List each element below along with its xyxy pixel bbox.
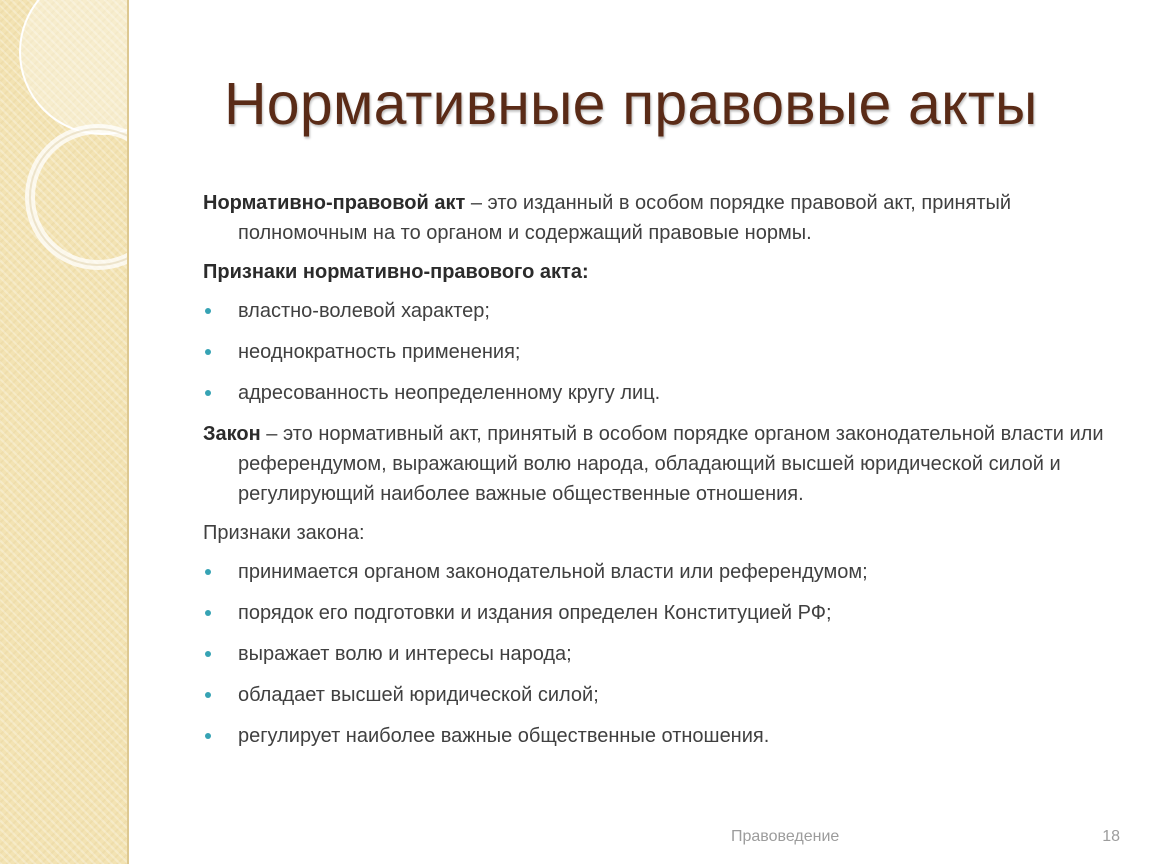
decorative-side-band [0, 0, 129, 864]
definition-text: – это нормативный акт, принятый в особом порядке органом законодательной власти или референдумом, выражающий волю народа, обладающий высшей юридической силой и регулирующий наиболее важные общественные отношения. [238, 423, 1104, 505]
list-item: порядок его подготовки и издания определен Конституцией РФ; [203, 598, 1108, 628]
footer-label: Правоведение [731, 828, 840, 845]
definition-term: Нормативно-правовой акт [203, 192, 466, 214]
slide-body [203, 188, 1108, 762]
slide-number: 18 [1102, 828, 1120, 845]
bullet-dot-icon [205, 610, 211, 616]
bullet-dot-icon [205, 390, 211, 396]
list-item: адресованность неопределенному кругу лиц. [203, 378, 1108, 408]
definition-term: Закон [203, 423, 261, 445]
definition-normative-act [203, 188, 1108, 248]
list-item: выражает волю и интересы народа; [203, 639, 1108, 669]
bullet-dot-icon [205, 651, 211, 657]
list-item: неоднократность применения; [203, 337, 1108, 367]
bullet-dot-icon [205, 349, 211, 355]
list-item: властно-волевой характер; [203, 296, 1108, 326]
definition-law [203, 419, 1108, 509]
bullet-dot-icon [205, 308, 211, 314]
slide-title: Нормативные правовые акты [224, 71, 1038, 137]
definition-text: – это изданный в особом порядке правовой акт, принятый полномочным на то органом и содержащий правовые нормы. [238, 192, 1012, 244]
list-item: обладает высшей юридической силой; [203, 680, 1108, 710]
bullet-dot-icon [205, 692, 211, 698]
decorative-circles [0, 0, 127, 864]
list-item: регулирует наиболее важные общественные отношения. [203, 721, 1108, 751]
list-item: принимается органом законодательной власти или референдумом; [203, 557, 1108, 587]
bullet-dot-icon [205, 733, 211, 739]
bullet-dot-icon [205, 569, 211, 575]
law-signs-heading: Признаки закона: [203, 522, 365, 544]
signs-heading: Признаки нормативно-правового акта: [203, 261, 589, 283]
